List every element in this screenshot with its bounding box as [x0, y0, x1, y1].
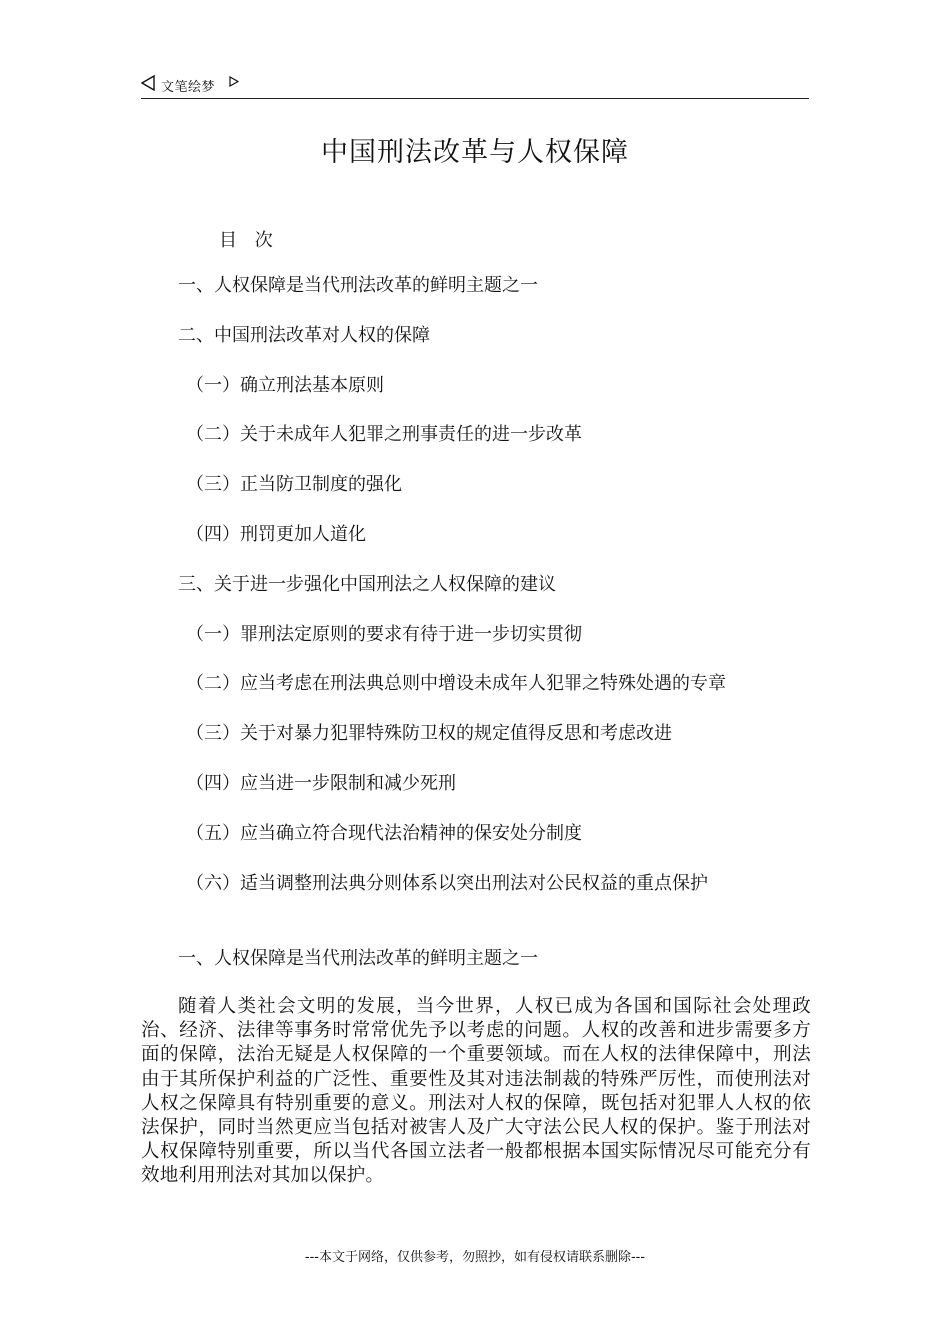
triangle-right-icon	[229, 76, 239, 87]
toc-item: （二）应当考虑在刑法典总则中增设未成年人犯罪之特殊处遇的专章	[186, 673, 726, 695]
toc-heading: 目 次	[219, 230, 279, 251]
toc-item: （一）确立刑法基本原则	[186, 374, 384, 396]
table-of-contents	[178, 274, 726, 921]
triangle-left-icon	[141, 75, 155, 91]
toc-item: 三、关于进一步强化中国刑法之人权保障的建议	[178, 573, 556, 595]
section-heading: 一、人权保障是当代刑法改革的鲜明主题之一	[178, 948, 538, 969]
toc-item: （三）正当防卫制度的强化	[186, 474, 402, 496]
document-title: 中国刑法改革与人权保障	[321, 137, 629, 168]
toc-item: （四）应当进一步限制和减少死刑	[186, 772, 456, 794]
toc-item: （三）关于对暴力犯罪特殊防卫权的规定值得反思和考虑改进	[186, 723, 672, 745]
toc-item: 二、中国刑法改革对人权的保障	[178, 324, 430, 346]
toc-item: （二）关于未成年人犯罪之刑事责任的进一步改革	[186, 424, 582, 446]
toc-item: （五）应当确立符合现代法治精神的保安处分制度	[186, 822, 582, 844]
header-brand: 文笔绘梦	[161, 80, 216, 95]
toc-item: （一）罪刑法定原则的要求有待于进一步切实贯彻	[186, 623, 582, 645]
body-paragraph: 随着人类社会文明的发展，当今世界，人权已成为各国和国际社会处理政治、经济、法律等事务时常常优先予以考虑的问题。人权的改善和进步需要多方面的保障，法治无疑是人权保障的一个重要领域。而在人权的法律保障中，刑法由于其所保护利益的广泛性、重要性及其对违法制裁的特殊严厉性，而使刑法对人权之保障具有特别重要的意义。刑法对人权的保障，既包括对犯罪人人权的依法保护，同时当然更应当包括对被害人及广大守法公民人权的保护。鉴于刑法对人权保障特别重要，所以当代各国立法者一般都根据本国实际情况尽可能充分有效地利用刑法对其加以保护。	[141, 996, 811, 1187]
footer-notice: ---本文于网络，仅供参考，勿照抄，如有侵权请联系删除---	[304, 1250, 646, 1265]
page-header	[141, 72, 809, 99]
toc-item: （四）刑罚更加人道化	[186, 523, 366, 545]
toc-item: （六）适当调整刑法典分则体系以突出刑法对公民权益的重点保护	[186, 872, 708, 894]
toc-item: 一、人权保障是当代刑法改革的鲜明主题之一	[178, 275, 538, 296]
